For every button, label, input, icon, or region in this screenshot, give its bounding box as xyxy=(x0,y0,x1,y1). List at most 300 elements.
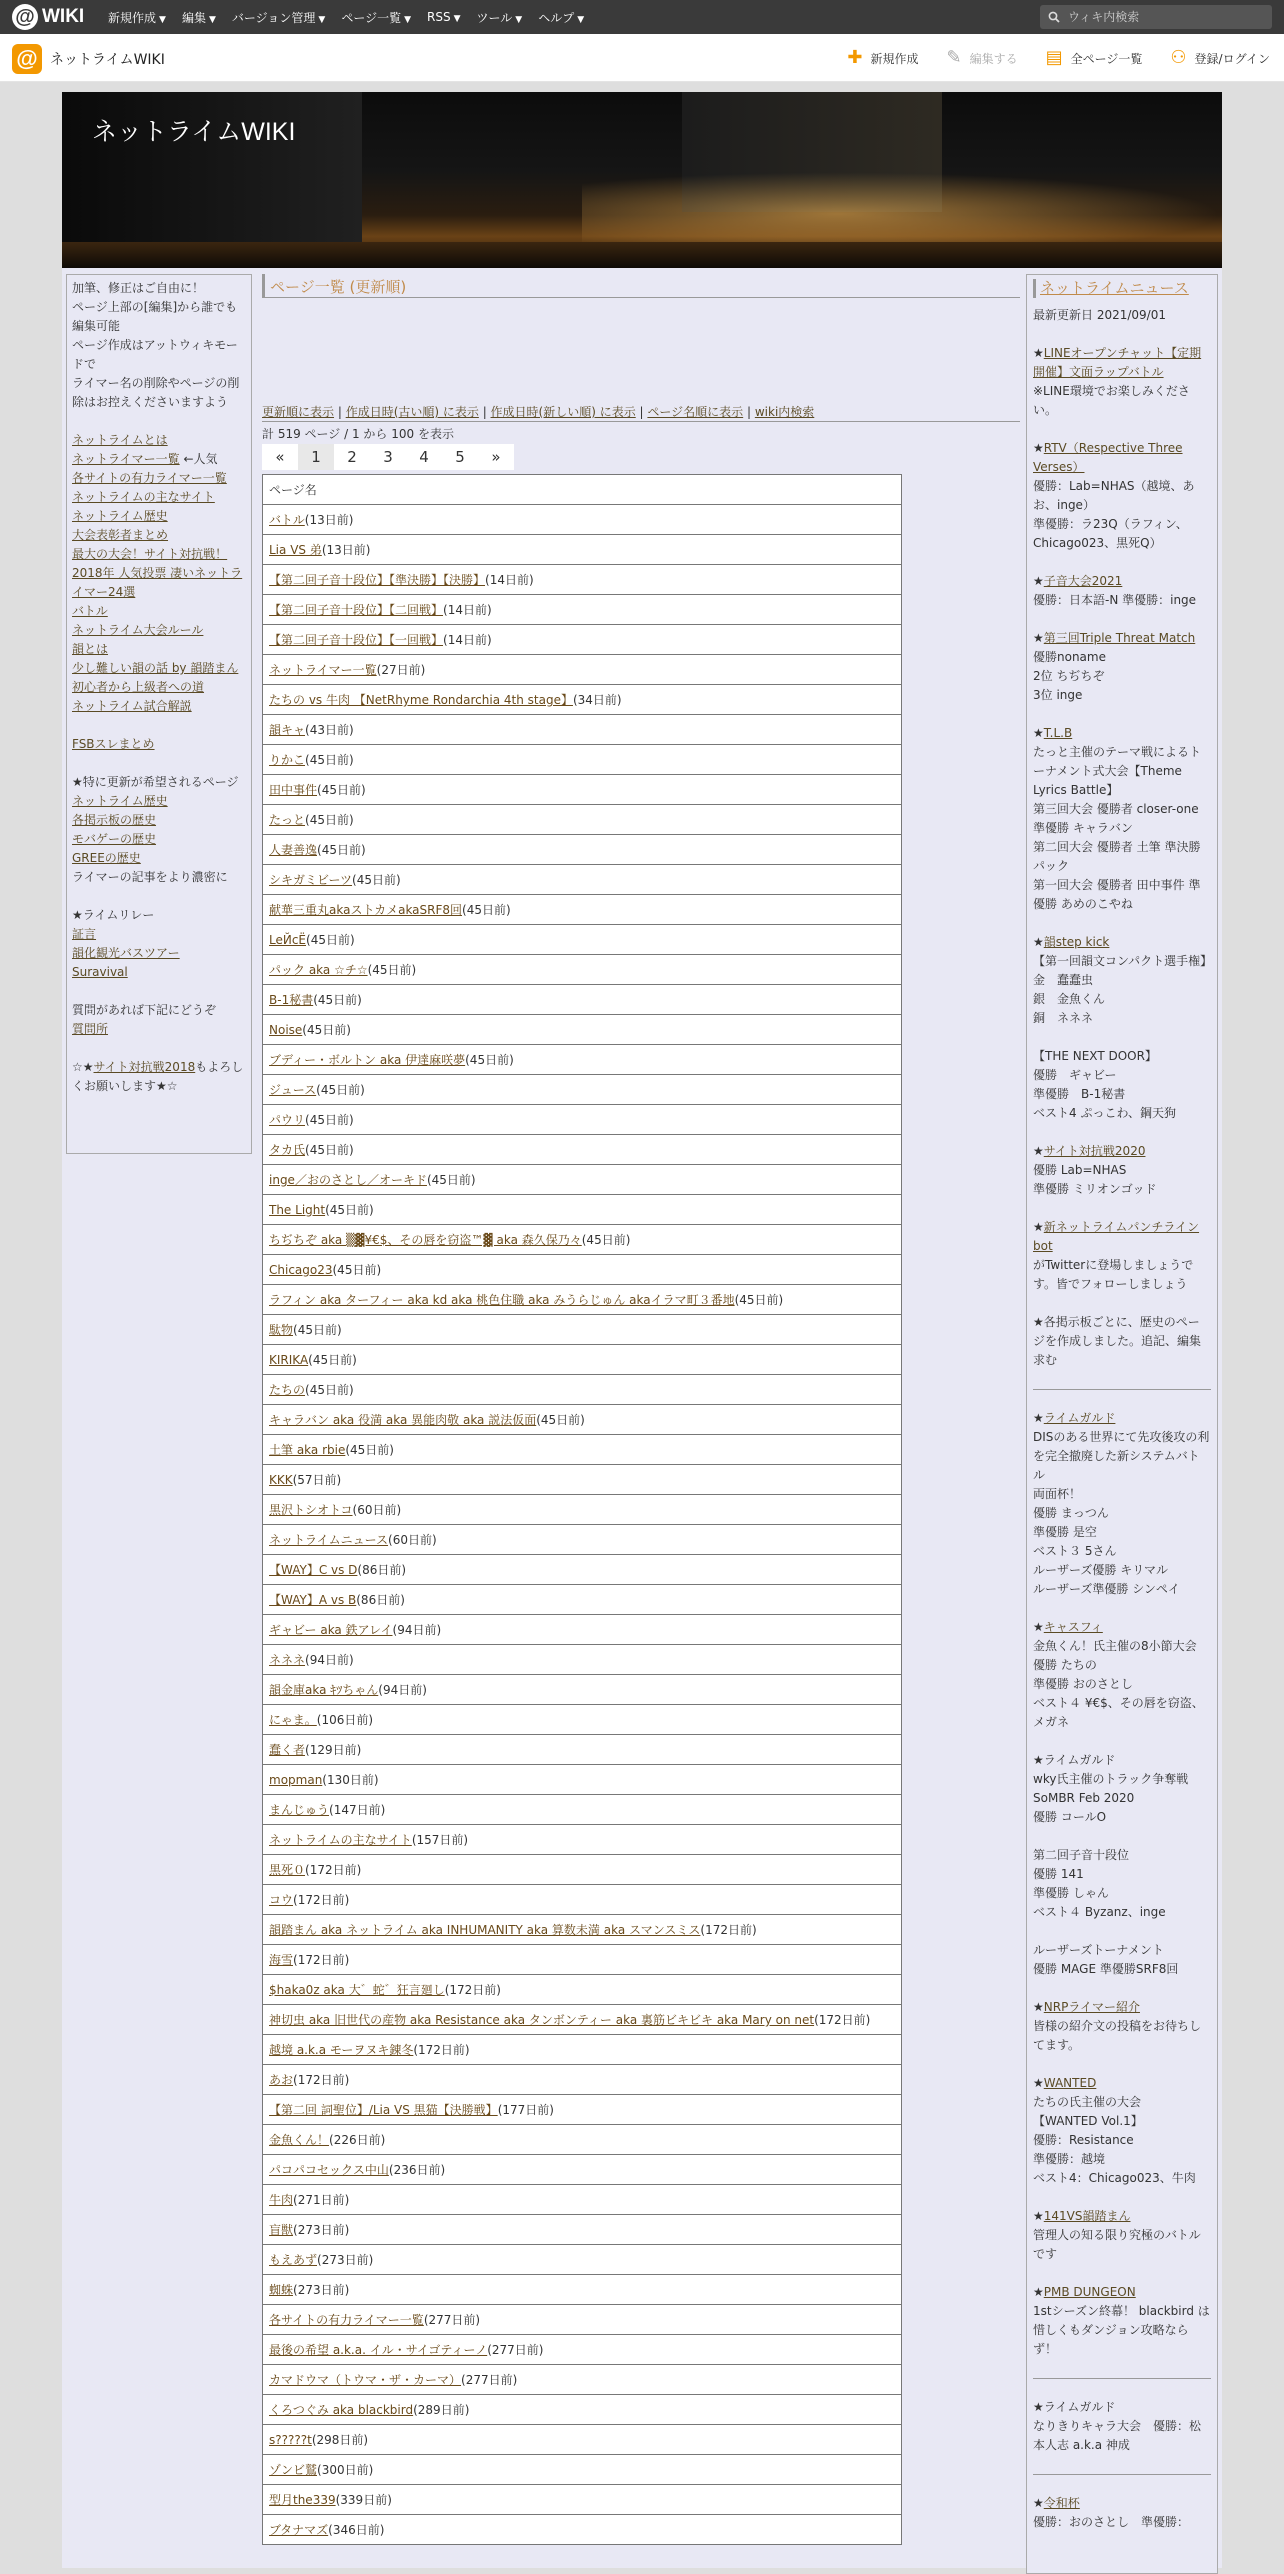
table-row xyxy=(263,805,902,835)
page-link[interactable]: The Light xyxy=(269,1203,326,1217)
table-row xyxy=(263,835,902,865)
page-cell xyxy=(263,1645,902,1675)
page-cell xyxy=(263,2395,902,2425)
table-row xyxy=(263,2425,902,2455)
news-line: 優勝 まっつん xyxy=(1033,1506,1109,1520)
news-item xyxy=(1033,1409,1211,1599)
page-cell xyxy=(263,1735,902,1765)
page-cell xyxy=(263,955,902,985)
sort-link[interactable]: wiki内検索 xyxy=(754,405,815,419)
page-age: (94日前) xyxy=(305,1653,354,1667)
page-age: (172日前) xyxy=(293,1953,350,1967)
login-button[interactable] xyxy=(1170,49,1270,67)
page-link[interactable]: あお xyxy=(269,2073,294,2087)
page-link[interactable]: ジュース xyxy=(269,1083,317,1097)
nav-link[interactable]: 大会表彰者まとめ xyxy=(72,528,169,542)
page-link[interactable]: たっと xyxy=(269,813,306,827)
caret-down-icon: ▼ xyxy=(404,14,412,25)
page-link[interactable]: 黒沢トシオトコ xyxy=(269,1503,353,1517)
page-age: (45日前) xyxy=(332,1263,382,1277)
table-row xyxy=(263,2335,902,2365)
star-icon: ★ xyxy=(1033,1411,1044,1425)
nav-link[interactable]: ネットライム大会ルール xyxy=(72,623,204,637)
page-link[interactable]: ラフィン aka ターフィー aka kd aka 桃色住職 aka みうらじゅん akaイラマ町３番地 xyxy=(269,1293,735,1307)
all-pages-button[interactable] xyxy=(1046,49,1143,67)
relay-link[interactable]: 韻化観光バスツアー xyxy=(72,946,180,960)
table-row xyxy=(263,2245,902,2275)
fsb-block xyxy=(72,735,246,754)
table-row xyxy=(263,1135,902,1165)
news-divider xyxy=(1033,1389,1211,1390)
page-link[interactable]: シキガミビーツ xyxy=(269,873,353,887)
page-age: (45日前) xyxy=(305,1383,354,1397)
site-header xyxy=(0,34,1284,82)
pager-next[interactable]: » xyxy=(478,444,514,470)
caret-down-icon: ▼ xyxy=(453,14,461,24)
table-row xyxy=(263,1075,902,1105)
site-logo[interactable] xyxy=(12,44,165,74)
all-pages-label: 全ページ一覧 xyxy=(1070,51,1143,66)
page-link[interactable]: パウリ xyxy=(269,1113,306,1127)
page-cell xyxy=(263,1375,902,1405)
news-line: ベスト４ Byzanz、inge xyxy=(1033,1905,1166,1919)
news-link[interactable]: LINEオープンチャット【定期開催】文面ラップバトル xyxy=(1033,346,1202,379)
page-link[interactable]: キャラバン aka 役満 aka 異能肉敬 aka 説法仮面 xyxy=(269,1413,537,1427)
page-link[interactable]: カマドウマ（トウマ・ザ・カーマ） xyxy=(269,2373,462,2387)
page-cell xyxy=(263,865,902,895)
page-cell xyxy=(263,1045,902,1075)
page-cell xyxy=(263,835,902,865)
page-cell xyxy=(263,625,902,655)
page-link[interactable]: ちぢちぞ aka ▒▓¥€$、その唇を窃盗™▓ aka 森久保乃々 xyxy=(269,1233,582,1247)
table-row xyxy=(263,1855,902,1885)
news-item xyxy=(1033,2207,1211,2264)
news-item xyxy=(1033,2074,1211,2188)
news-line: 準優勝 是空 xyxy=(1033,1525,1097,1539)
page-age: (27日前) xyxy=(376,663,426,677)
page-link[interactable]: パック aka ☆チ☆ xyxy=(269,963,368,977)
menu-item[interactable] xyxy=(538,9,584,26)
menu-item[interactable] xyxy=(108,9,166,26)
news-line: 管理人の知る限り究極のバトルです xyxy=(1033,2228,1201,2261)
page-link[interactable]: にゃま。 xyxy=(269,1713,317,1727)
intro-line: ライマー名の削除やページの削除はお控えくださいますよう xyxy=(72,376,240,409)
nav-link[interactable]: 韻とは xyxy=(72,642,109,656)
table-row xyxy=(263,2185,902,2215)
news-link[interactable]: 令和杯 xyxy=(1043,2496,1080,2510)
pager-page[interactable]: 3 xyxy=(370,444,406,470)
footer-note xyxy=(72,1058,246,1096)
page-link[interactable]: ネットライマー一覧 xyxy=(269,663,377,677)
table-row xyxy=(263,1225,902,1255)
table-row xyxy=(263,535,902,565)
page-link[interactable]: mopman xyxy=(269,1773,323,1787)
news-item xyxy=(1033,1142,1211,1199)
page-age: (273日前) xyxy=(293,2283,350,2297)
page-link[interactable]: タカ氏 xyxy=(269,1143,306,1157)
page-link[interactable]: 蜘蛛 xyxy=(269,2283,294,2297)
news-link[interactable]: RTV（Respective Three Verses） xyxy=(1033,441,1183,474)
news-link[interactable]: サイト対抗戦2020 xyxy=(1043,1144,1146,1158)
table-row xyxy=(263,1945,902,1975)
page-link[interactable]: 海雪 xyxy=(269,1953,294,1967)
nav-link[interactable]: 2018年 人気投票 凄いネットライマー24選 xyxy=(72,566,243,599)
page-link[interactable]: ブディー・ボルトン aka 伊達麻咲夢 xyxy=(269,1053,466,1067)
page-link[interactable]: 金魚くん！ xyxy=(269,2133,330,2147)
news-item xyxy=(1033,439,1211,553)
relay-link[interactable]: Suravival xyxy=(72,965,128,979)
page-age: (45日前) xyxy=(313,993,362,1007)
menu-item[interactable] xyxy=(477,9,523,26)
header-actions xyxy=(847,34,1270,82)
page-link[interactable]: 人妻善逸 xyxy=(269,843,318,857)
page-cell xyxy=(263,1975,902,2005)
news-link[interactable]: ライムガルド xyxy=(1043,1411,1116,1425)
page-link[interactable]: コウ xyxy=(269,1893,294,1907)
nav-link[interactable]: ネットライム歴史 xyxy=(72,509,168,523)
table-row xyxy=(263,1345,902,1375)
news-title-link[interactable]: ネットライムニュース xyxy=(1040,279,1189,297)
page-link[interactable]: inge／おのさとし／オーキド xyxy=(269,1173,427,1187)
page-cell xyxy=(263,2275,902,2305)
star-icon: ★ xyxy=(1033,1753,1044,1767)
page-link[interactable]: Lia VS 弟 xyxy=(269,543,322,557)
page-link[interactable]: ネットライムニュース xyxy=(269,1533,389,1547)
nav-item xyxy=(72,659,246,678)
page-cell xyxy=(263,1075,902,1105)
page-cell xyxy=(263,2245,902,2275)
update-link[interactable]: ネットライム歴史 xyxy=(72,794,168,808)
news-line: 準優勝 ミリオンゴッド xyxy=(1033,1182,1157,1196)
page-link[interactable]: B-1秘書 xyxy=(269,993,314,1007)
news-line: ※LINE環境でお楽しみください。 xyxy=(1033,384,1190,417)
page-cell xyxy=(263,1555,902,1585)
at-logo-icon: @ xyxy=(12,4,38,30)
nav-link[interactable]: バトル xyxy=(72,604,108,618)
nav-link[interactable]: 各サイトの有力ライマー一覧 xyxy=(72,471,227,485)
news-link[interactable]: PMB DUNGEON xyxy=(1043,2285,1136,2299)
news-line: たっと主催のテーマ戦によるトーナメント式大会【Theme Lyrics Battle】 xyxy=(1033,745,1202,797)
page-link[interactable]: 韻金庫aka ｷﾂちゃん xyxy=(269,1683,379,1697)
nav-item xyxy=(72,697,246,716)
page-link[interactable]: 【第二回子音十段位】【一回戦】 xyxy=(269,633,444,647)
pencil-icon: ✎ xyxy=(946,47,962,68)
page-link[interactable]: 神切虫 aka 旧世代の産物 aka Resistance aka タンボンティー aka 裏筋ビキビキ aka Mary on net xyxy=(269,2013,815,2027)
nav-item xyxy=(72,450,246,469)
table-row xyxy=(263,2095,902,2125)
menu-item[interactable] xyxy=(182,9,216,26)
page-cell xyxy=(263,2455,902,2485)
table-row xyxy=(263,625,902,655)
page-link[interactable]: Noise xyxy=(269,1023,303,1037)
page-link[interactable]: 田中事件 xyxy=(269,783,318,797)
pager-page[interactable]: 1 xyxy=(298,444,334,470)
table-row xyxy=(263,1975,902,2005)
page-link[interactable]: 最後の希望 a.k.a. イル・サイゴティーノ xyxy=(269,2343,488,2357)
nav-item xyxy=(72,488,246,507)
page-link[interactable]: 牛肉 xyxy=(269,2193,294,2207)
page-age: (157日前) xyxy=(411,1833,469,1847)
page-link[interactable]: 献華三重丸akaストカメakaSRF8回 xyxy=(269,903,463,917)
news-line: 3位 inge xyxy=(1033,688,1083,702)
update-link[interactable]: 各掲示板の歴史 xyxy=(72,813,157,827)
page-link[interactable]: ネットライムの主なサイト xyxy=(269,1833,412,1847)
pager-page[interactable]: 4 xyxy=(406,444,442,470)
news-link[interactable]: 子音大会2021 xyxy=(1043,574,1123,588)
page-link[interactable]: 【WAY】C vs D xyxy=(269,1563,358,1577)
table-row xyxy=(263,1315,902,1345)
page-link[interactable]: 【第二回子音十段位】【二回戦】 xyxy=(269,603,444,617)
news-line: 優勝：Lab=NHAS（越境、あお、inge） xyxy=(1033,479,1195,512)
table-row xyxy=(263,2005,902,2035)
nav-link[interactable]: ネットライムの主なサイト xyxy=(72,490,215,504)
page-cell xyxy=(263,805,902,835)
page-link[interactable]: KKK xyxy=(269,1473,293,1487)
page-link[interactable]: バトル xyxy=(269,513,305,527)
news-item xyxy=(1033,2283,1211,2359)
news-line: 皆様の紹介文の投稿をお待ちしてます。 xyxy=(1033,2019,1202,2052)
update-item xyxy=(72,849,246,868)
nav-link[interactable]: ネットライムとは xyxy=(72,433,168,447)
search-icon[interactable] xyxy=(1048,11,1060,23)
news-line: 優勝：日本語-N 準優勝：inge xyxy=(1033,593,1197,607)
page-cell xyxy=(263,1465,902,1495)
question-block xyxy=(72,1001,246,1039)
footer-suffix: もよろしくお願いします★☆ xyxy=(72,1060,244,1093)
nav-note: ←人気 xyxy=(179,452,218,466)
page-age: (57日前) xyxy=(292,1473,342,1487)
news-link[interactable]: 韻step kick xyxy=(1043,935,1110,949)
page-cell xyxy=(263,715,902,745)
relay-link[interactable]: 証言 xyxy=(72,927,97,941)
wiki-search-box xyxy=(1040,5,1272,29)
page-link[interactable]: りかこ xyxy=(269,753,306,767)
news-link[interactable]: 新ネットライムパンチラインbot xyxy=(1033,1220,1200,1253)
news-line: 第三回大会 優勝者 closer-one 準優勝 キャラバン xyxy=(1033,802,1199,835)
news-link[interactable]: 第三回Triple Threat Match xyxy=(1043,631,1196,645)
news-link[interactable]: 141VS韻踏まん xyxy=(1043,2209,1131,2223)
page-age: (45日前) xyxy=(581,1233,631,1247)
table-row xyxy=(263,1105,902,1135)
pager-page[interactable]: 5 xyxy=(442,444,478,470)
sort-link[interactable]: 作成日時(古い順) に表示 xyxy=(345,405,479,419)
page-age: (172日前) xyxy=(305,1863,362,1877)
page-link[interactable]: たちの vs 牛肉 【NetRhyme Rondarchia 4th stage】 xyxy=(269,693,573,707)
pagination xyxy=(262,444,1020,470)
page-link[interactable]: KIRIKA xyxy=(269,1353,309,1367)
news-line: wky氏主催のトラック争奪戦 SoMBR Feb 2020 xyxy=(1033,1772,1189,1805)
page-cell xyxy=(263,1105,902,1135)
atwiki-logo[interactable] xyxy=(12,4,84,30)
table-row xyxy=(263,715,902,745)
menu-item[interactable] xyxy=(341,9,411,26)
page-cell xyxy=(263,2335,902,2365)
page-cell xyxy=(263,2155,902,2185)
relay-item xyxy=(72,944,246,963)
star-icon: ★ xyxy=(1033,346,1044,360)
menu-label: 新規作成 xyxy=(108,10,157,25)
page-link[interactable]: たちの xyxy=(269,1383,306,1397)
table-row xyxy=(263,1795,902,1825)
page-age: (277日前) xyxy=(461,2373,518,2387)
banner-light xyxy=(582,172,1222,242)
page-link[interactable]: まんじゅう xyxy=(269,1803,330,1817)
page-age: (45日前) xyxy=(308,1353,357,1367)
star-icon: ★ xyxy=(1033,1315,1044,1329)
page-cell xyxy=(263,1615,902,1645)
pager-prev[interactable]: « xyxy=(262,444,298,470)
nav-item xyxy=(72,602,246,621)
page-body xyxy=(62,92,1222,2568)
page-link[interactable]: 韻踏まん aka ネットライム aka INHUMANITY aka 算数未満 aka スマンスミス xyxy=(269,1923,701,1937)
footer-link[interactable]: サイト対抗戦2018 xyxy=(93,1060,196,1074)
menu-item[interactable] xyxy=(232,9,325,26)
update-heading: ★特に更新が希望されるページ xyxy=(72,775,239,789)
news-link[interactable]: WANTED xyxy=(1043,2076,1097,2090)
caret-down-icon: ▼ xyxy=(318,14,326,25)
sort-link[interactable]: ページ名順に表示 xyxy=(647,405,744,419)
news-line: 優勝 Lab=NHAS xyxy=(1033,1163,1127,1177)
news-line: 優勝 MAGE 準優勝SRF8回 xyxy=(1033,1962,1179,1976)
pager-page[interactable]: 2 xyxy=(334,444,370,470)
news-line: 準優勝：ラ23Q（ラフィン、Chicago023、黒死Q） xyxy=(1033,517,1188,550)
edit-label: 編集する xyxy=(969,51,1018,66)
global-menu xyxy=(108,0,584,34)
news-line: DISのある世界にて先攻後攻の利を完全撤廃した新システムバトル xyxy=(1033,1430,1210,1482)
page-link[interactable]: くろつぐみ aka blackbird xyxy=(269,2403,414,2417)
page-age: (14日前) xyxy=(443,633,492,647)
table-row xyxy=(263,955,902,985)
news-line: 両面杯！ xyxy=(1033,1487,1082,1501)
news-line: 銀 金魚くん xyxy=(1033,992,1106,1006)
page-link[interactable]: ゾンビ鷲 xyxy=(269,2463,318,2477)
page-cell xyxy=(263,1135,902,1165)
page-cell xyxy=(263,1165,902,1195)
page-link[interactable]: 各サイトの有力ライマー一覧 xyxy=(269,2313,424,2327)
star-icon: ★ xyxy=(1033,935,1044,949)
edit-button[interactable] xyxy=(947,49,1018,67)
page-age: (14日前) xyxy=(443,603,492,617)
page-list-table xyxy=(262,474,902,2545)
search-input[interactable] xyxy=(1066,9,1256,25)
table-row xyxy=(263,1435,902,1465)
nav-item xyxy=(72,678,246,697)
news-link[interactable]: T.L.B xyxy=(1043,726,1073,740)
page-age: (45日前) xyxy=(317,783,366,797)
page-link[interactable]: ブタナマズ xyxy=(269,2523,329,2537)
page-cell xyxy=(263,685,902,715)
page-link[interactable]: Chicago23 xyxy=(269,1263,333,1277)
page-link[interactable]: パコパコセックス中山 xyxy=(269,2163,389,2177)
main-content xyxy=(262,274,1020,2545)
nav-link[interactable]: 少し難しい韻の話 by 韻踏まん xyxy=(72,661,239,675)
news-line: ライムガルド xyxy=(1043,2400,1116,2414)
caret-down-icon: ▼ xyxy=(208,14,216,25)
question-link[interactable]: 質問所 xyxy=(72,1022,109,1036)
page-link[interactable]: s?????t xyxy=(269,2433,312,2447)
fsb-link[interactable]: FSBスレまとめ xyxy=(72,737,155,751)
news-line: ベスト4：Chicago023、牛肉 xyxy=(1033,2171,1196,2185)
sort-link[interactable]: 更新順に表示 xyxy=(262,405,335,419)
page-age: (43日前) xyxy=(305,723,354,737)
news-line: たちの氏主催の大会 xyxy=(1033,2095,1142,2109)
star-icon: ★ xyxy=(1033,2400,1044,2414)
page-link[interactable]: 【第二回子音十段位】【準決勝】【決勝】 xyxy=(269,573,486,587)
news-item xyxy=(1033,1941,1211,1979)
nav-link[interactable]: ネットライム試合解説 xyxy=(72,699,192,713)
table-row xyxy=(263,1915,902,1945)
page-cell xyxy=(263,1345,902,1375)
nav-link[interactable]: 最大の大会！サイト対抗戦！ xyxy=(72,547,228,561)
page-link[interactable]: 駄物 xyxy=(269,1323,294,1337)
page-link[interactable]: もえあず xyxy=(269,2253,318,2267)
page-cell xyxy=(263,1285,902,1315)
page-link[interactable]: ネネネ xyxy=(269,1653,306,1667)
page-link[interactable]: LeЙcЁ xyxy=(269,933,307,947)
nav-link[interactable]: ネットライマー一覧 xyxy=(72,452,180,466)
table-row xyxy=(263,1585,902,1615)
table-row xyxy=(263,1675,902,1705)
table-row xyxy=(263,2125,902,2155)
page-count: 計 519 ページ / 1 から 100 を表示 xyxy=(262,427,454,441)
page-age: (45日前) xyxy=(305,813,354,827)
news-line: ライムガルド xyxy=(1043,1753,1116,1767)
sort-link[interactable]: 作成日時(新しい順) に表示 xyxy=(490,405,636,419)
page-age: (45日前) xyxy=(367,963,417,977)
page-link[interactable]: $haka0z aka 大゛蛇゛狂言廻し xyxy=(269,1983,445,1997)
page-age: (13日前) xyxy=(321,543,371,557)
page-link[interactable]: 越境 a.k.a モーヲヌキ錬冬 xyxy=(269,2043,414,2057)
user-add-icon: ⚇ xyxy=(1170,47,1187,68)
menu-item[interactable] xyxy=(427,10,461,24)
table-row xyxy=(263,2395,902,2425)
page-age: (45日前) xyxy=(305,1113,354,1127)
news-item xyxy=(1033,572,1211,610)
page-link[interactable]: 盲獣 xyxy=(269,2223,294,2237)
update-link[interactable]: モバゲーの歴史 xyxy=(72,832,157,846)
page-cell xyxy=(263,1945,902,1975)
page-cell xyxy=(263,2215,902,2245)
table-header-cell: ページ名 xyxy=(263,475,902,505)
relay-item xyxy=(72,963,246,982)
news-item xyxy=(1033,2494,1211,2532)
page-link[interactable]: 【WAY】A vs B xyxy=(269,1593,357,1607)
menu-label: 編集 xyxy=(181,10,206,25)
new-page-button[interactable] xyxy=(847,49,918,67)
news-line: 優勝 コールO xyxy=(1033,1810,1107,1824)
table-row xyxy=(263,1255,902,1285)
news-item xyxy=(1033,2398,1211,2455)
intro-line: 加筆、修正はご自由に！ xyxy=(72,281,205,295)
page-link[interactable]: 韻キャ xyxy=(269,723,306,737)
news-divider xyxy=(1033,2474,1211,2475)
table-row xyxy=(263,1885,902,1915)
page-link[interactable]: 【第二回 詞聖位】/Lia VS 黒猫【決勝戦】 xyxy=(269,2103,498,2117)
page-link[interactable]: 蠢く者 xyxy=(269,1743,306,1757)
page-link[interactable]: 型月the339 xyxy=(269,2493,336,2507)
news-line: 1stシーズン終幕！ blackbird は惜しくもダンジョン攻略ならず！ xyxy=(1033,2304,1210,2356)
update-link[interactable]: GREEの歴史 xyxy=(72,851,141,865)
nav-link[interactable]: 初心者から上級者への道 xyxy=(72,680,205,694)
page-link[interactable]: 黒死０ xyxy=(269,1863,306,1877)
news-link[interactable]: NRPライマー紹介 xyxy=(1043,2000,1140,2014)
news-link[interactable]: キャスフィ xyxy=(1043,1620,1103,1634)
page-age: (45日前) xyxy=(325,1203,374,1217)
page-age: (172日前) xyxy=(293,2073,350,2087)
page-age: (346日前) xyxy=(328,2523,385,2537)
page-link[interactable]: ギャビー aka 鉄アレイ xyxy=(269,1623,393,1637)
page-link[interactable]: 土筆 aka rbie xyxy=(269,1443,346,1457)
